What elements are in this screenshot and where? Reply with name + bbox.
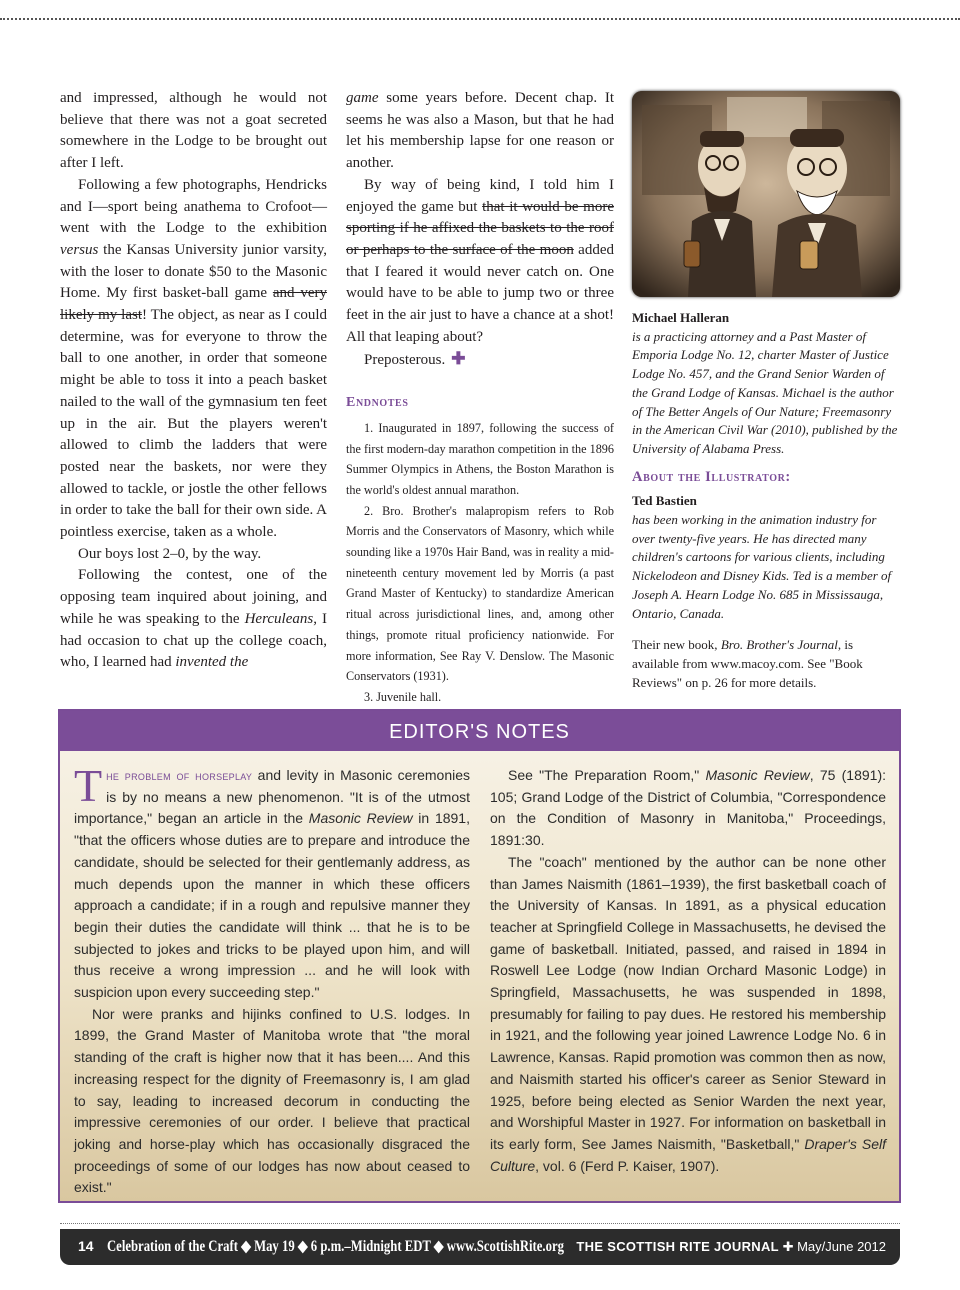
book-note: Their new book, Bro. Brother's Journal, is available from www.macoy.com. See "Book Reviews" on p. 26 for more details. bbox=[632, 637, 863, 691]
editors-notes-box bbox=[58, 709, 901, 1203]
page-number: 14 bbox=[78, 1238, 94, 1254]
drop-cap: T bbox=[74, 760, 103, 811]
paragraph: game some years before. Decent chap. It seems he was also a Mason, but that he had let his membership lapse for one reason or another. bbox=[346, 90, 614, 172]
endnote: 2. Bro. Brother's malapropism refers to Rob Morris and the Conservators of Masonry, which while sounding like a 1970s Hair Band, was in reality a mid-nineteenth century movement led by Morris (a past Grand Master of Kentucky) to standardize American ritual across jurisdictional lines, and, among other things, promote ritual proficiency nationwide. For more information, See Ray V. Denslow. The Masonic Conservators (1931). bbox=[346, 503, 614, 684]
endnote: 3. Juvenile hall. bbox=[364, 689, 442, 704]
paragraph: See "The Preparation Room," Masonic Review, 75 (1891): 105; Grand Lodge of the District of Columbia, "Correspondence on the Condition of Masonry in Manitoba," Proceedings, 1891:30. bbox=[490, 767, 886, 849]
caricature-illustration bbox=[632, 91, 900, 297]
paragraph: The "coach" mentioned by the author can be none other than James Naismith (1861–1939), the first basketball coach of the University of Kansas. In 1891, as a physical education teacher at Springfield College in Massachusetts, he devised the game of basketball. Initiated, passed, and raised in 1894 in Roswell Lee Lodge (now Indian Orchard Masonic Lodge) in Springfield, Massachusetts, he was suspended in 1898, presumably for failing to pay dues. He restored his membership in 1921, and the following year joined Lawrence Lodge No. 6 in Lawrence, Kansas. Rapid promotion was common then as now, and Naismith started his officer's career as Senior Steward in 1925, before being elected as Senior Warden the next year, and Worshipful Master in 1927. For information on basketball in its early form, See James Naismith, "Basketball," Draper's Self Culture, vol. 6 (Ferd P. Kaiser, 1907). bbox=[490, 853, 886, 1174]
cross-icon: ✚ bbox=[782, 1239, 794, 1254]
paragraph: Nor were pranks and hijinks confined to U.S. lodges. In 1899, the Grand Master of Manitoba wrote that "the moral standing of the craft is higher now that it has been.... And this increasing respect for the dignity of Freemasonry is, I am glad to say, leading to increased decorum in conducting the impressive ceremonies of our order. I believe that practical joking and horse-play which has occasionally disgraced the proceedings of some of our lodges has now about ceased to exist." bbox=[74, 1005, 470, 1196]
author-bio: is a practicing attorney and a Past Master of Emporia Lodge No. 12, charter Master of Justice Lodge No. 457, and the Grand Senior Warden of the Grand Lodge of Kansas. Michael is the author of The Better Angels of Our Nature; Freemasonry in the American Civil War (2010), published by the University of Alabama Press. bbox=[632, 328, 898, 456]
end-mark-cross-icon: ✚ bbox=[451, 349, 466, 369]
article-column-2 bbox=[346, 88, 614, 708]
editors-notes-heading: EDITOR'S NOTES bbox=[60, 711, 899, 751]
struck-text: and very likely my last bbox=[60, 285, 328, 324]
struck-text: that it would be more sporting if he affixed the baskets to the roof or perhaps to the surface of the moon bbox=[346, 198, 614, 258]
bio-column bbox=[632, 309, 902, 692]
journal-issue: THE SCOTTISH RITE JOURNAL ✚ May/June 2012 bbox=[576, 1239, 886, 1254]
editors-notes-column-1 bbox=[74, 760, 470, 1199]
paragraph: By way of being kind, I told him I enjoyed the game but that it would be more sporting if he affixed the baskets to the roof or perhaps to the surface of the moon added that I feared it would never catch on. One would have to be able to jump two or three feet in the air just to have a chance at a shot! All that leaping about? bbox=[346, 176, 614, 345]
top-dotted-rule bbox=[0, 18, 960, 20]
paragraph: Preposterous. ✚ bbox=[364, 349, 466, 369]
lead-in-smallcaps: he problem of horseplay bbox=[106, 768, 253, 783]
illustrator-bio: has been working in the animation industry for over twenty-five years. He has directed many children's cartoons for various clients, including Nickelodeon and Disney Kids. Ted is a member of Joseph A. Hearn Lodge No. 685 in Mississauga, Ontario, Canada. bbox=[632, 512, 892, 621]
paragraph: and impressed, although he would not believe that there was not a goat secreted somewhere in the Lodge to be brought out after I left. bbox=[60, 90, 327, 172]
editors-notes-column-2 bbox=[490, 765, 886, 1177]
endnote: 1. Inaugurated in 1897, following the success of the first modern-day marathon competition in the 1896 Summer Olympics in Athens, the Boston Marathon is the world's oldest annual marathon. bbox=[346, 420, 614, 497]
event-banner: Celebration of the Craft ◆ May 19 ◆ 6 p.m.–Midnight EDT ◆ www.ScottishRite.org bbox=[107, 1238, 564, 1255]
paragraph: The problem of horseplay and levity in Masonic ceremonies is by no means a new phenomenon. "It is of the utmost importance," began an article in the Masonic Review in 1891, "that the officers whose duties are to prepare and introduce the candidate, should be selected for their gentlemanly address, as much depends upon the manner in which these officers approach a candidate; if in a rough and repulsive manner they begin their duties the candidate will think ... that he is to be subjected to jokes and tricks to be played upon him, and will thus receive a wrong impression ... and he will look with suspicion upon every succeeding step." bbox=[74, 760, 470, 1001]
illustrator-heading: About the Illustrator: bbox=[632, 468, 791, 485]
paragraph: Our boys lost 2–0, by the way. bbox=[78, 545, 262, 562]
illustrator-name: Ted Bastien bbox=[632, 493, 697, 509]
paragraph: Following the contest, one of the opposing team inquired about joining, and while he was speaking to the Herculeans, I had occasion to chat up the college coach, who, I learned had invented the bbox=[60, 567, 328, 671]
author-name: Michael Halleran bbox=[632, 310, 730, 325]
page-footer bbox=[60, 1229, 900, 1265]
paragraph: Following a few photographs, Hendricks and I—sport being anathema to Crofoot—went with the Lodge to the exhibition versus the Kansas University junior varsity, with the loser to donate $50 to the Masonic Home. My first basket-ball game and very likely my last! The object, as near as I could determine, was for everyone to throw the ball to one another, in order that someone might be able to toss it into a peach basket nailed to the wall of the gymnasium ten feet up in the air. But the players weren't allowed to climb the ladders that were posted near the baskets, nor were they allowed to tackle, or jostle the other fellows in order to take the ball for their own side. A pointless exercise, taken as a whole. bbox=[60, 176, 328, 541]
endnotes-heading: Endnotes bbox=[346, 395, 409, 411]
article-column-1 bbox=[60, 88, 327, 674]
